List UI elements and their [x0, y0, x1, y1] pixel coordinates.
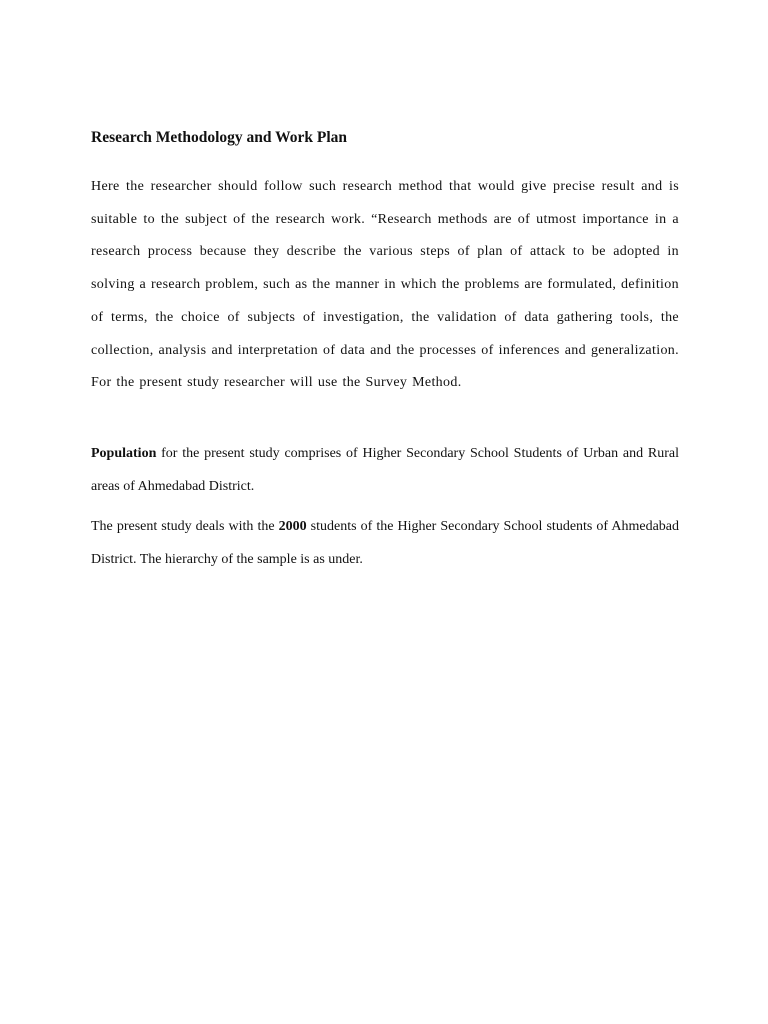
sample-text-after: students of the Higher Secondary School students of Ahmedabad District. The hierarchy of the sample is as under.: [91, 519, 680, 567]
sample-paragraph: [91, 511, 679, 576]
population-paragraph: [91, 438, 679, 503]
section-heading: Research Methodology and Work Plan: [91, 129, 348, 146]
sample-size: 2000: [278, 519, 307, 534]
sample-text-before: The present study deals with the: [91, 519, 279, 534]
population-text: for the present study comprises of Higher Secondary School Students of Urban and Rural areas of Ahmedabad District.: [91, 446, 679, 494]
methodology-paragraph: Here the researcher should follow such research method that would give precise result and is suitable to the subject of the research work. “Research methods are of utmost importance in a research process because they describe the various steps of plan of attack to be adopted in solving a research problem, such as the manner in which the problems are formulated, definition of terms, the choice of subjects of investigation, the validation of data gathering tools, the collection, analysis and interpretation of data and the processes of inferences and generalization. For the present study researcher will use the Survey Method.: [91, 179, 679, 391]
population-term: Population: [91, 446, 157, 461]
